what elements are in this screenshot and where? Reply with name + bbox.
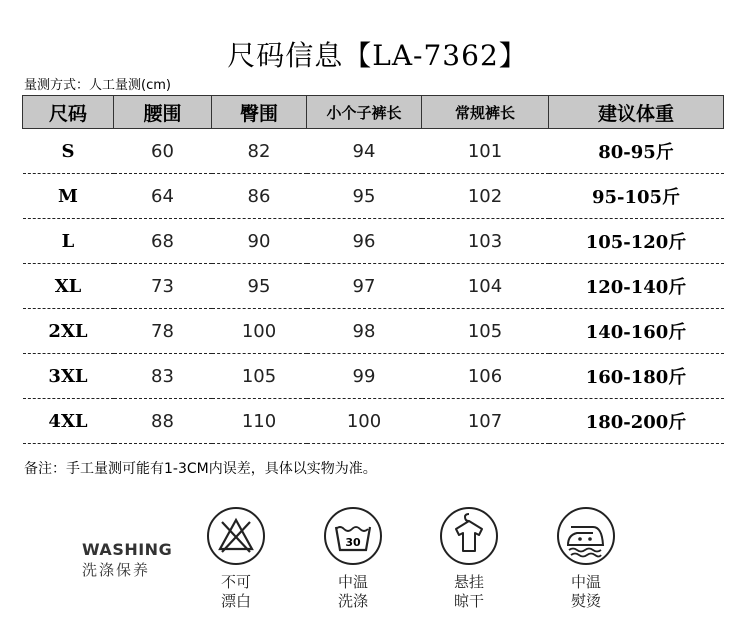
- table-row: [23, 354, 724, 399]
- care-label-2: 熨烫: [570, 592, 601, 610]
- note-text: 备注：手工量测可能有1-3CM内误差，具体以实物为准。: [24, 461, 377, 477]
- cell-size: S: [23, 129, 114, 174]
- cell-petite-length: 97: [307, 264, 422, 309]
- table-row: [23, 129, 724, 174]
- care-label-1: 中温: [570, 573, 601, 591]
- cell-petite-length: 96: [307, 219, 422, 264]
- washing-title-cn: 洗涤保养: [82, 561, 151, 579]
- care-item-iron: [551, 505, 621, 611]
- cell-regular-length: 104: [422, 264, 549, 309]
- cell-size: L: [23, 219, 114, 264]
- cell-waist: 73: [114, 264, 212, 309]
- header-size: 尺码: [23, 96, 114, 129]
- cell-hip: 100: [212, 309, 307, 354]
- cell-waist: 68: [114, 219, 212, 264]
- care-item-no-bleach: [201, 505, 271, 611]
- cell-size: M: [23, 174, 114, 219]
- cell-petite-length: 95: [307, 174, 422, 219]
- cell-hip: 110: [212, 399, 307, 444]
- cell-weight: 140-160斤: [549, 309, 724, 354]
- cell-weight: 95-105斤: [549, 174, 724, 219]
- table-row: [23, 399, 724, 444]
- wash-temperature: 30: [345, 536, 361, 549]
- cell-regular-length: 106: [422, 354, 549, 399]
- header-hip: 臀围: [212, 96, 307, 129]
- cell-petite-length: 98: [307, 309, 422, 354]
- cell-waist: 78: [114, 309, 212, 354]
- care-item-hang-dry: [434, 505, 504, 611]
- cell-weight: 180-200斤: [549, 399, 724, 444]
- table-row: [23, 264, 724, 309]
- page-title: 尺码信息【LA-7362】: [227, 39, 528, 72]
- header-waist: 腰围: [114, 96, 212, 129]
- care-label-1: 悬挂: [453, 573, 484, 591]
- iron-medium-icon: [555, 505, 617, 567]
- care-label-2: 洗涤: [337, 592, 368, 610]
- cell-regular-length: 101: [422, 129, 549, 174]
- size-table: [22, 95, 724, 444]
- cell-waist: 64: [114, 174, 212, 219]
- washing-title-en: WASHING: [82, 540, 173, 559]
- cell-weight: 160-180斤: [549, 354, 724, 399]
- cell-waist: 88: [114, 399, 212, 444]
- cell-size: 2XL: [23, 309, 114, 354]
- table-row: [23, 219, 724, 264]
- cell-weight: 120-140斤: [549, 264, 724, 309]
- cell-size: 3XL: [23, 354, 114, 399]
- table-row: [23, 174, 724, 219]
- header-regular-length: 常规裤长: [422, 96, 549, 129]
- cell-hip: 82: [212, 129, 307, 174]
- wash-30-icon: [322, 505, 384, 567]
- cell-size: 4XL: [23, 399, 114, 444]
- cell-waist: 83: [114, 354, 212, 399]
- cell-petite-length: 94: [307, 129, 422, 174]
- cell-regular-length: 103: [422, 219, 549, 264]
- care-label-2: 漂白: [220, 592, 251, 610]
- cell-waist: 60: [114, 129, 212, 174]
- table-row: [23, 309, 724, 354]
- header-petite-length: 小个子裤长: [307, 96, 422, 129]
- care-label-1: 中温: [337, 573, 368, 591]
- washing-heading: [82, 540, 172, 580]
- care-item-wash: [318, 505, 388, 611]
- cell-hip: 90: [212, 219, 307, 264]
- cell-weight: 105-120斤: [549, 219, 724, 264]
- cell-hip: 95: [212, 264, 307, 309]
- table-header-row: [23, 96, 724, 129]
- cell-petite-length: 99: [307, 354, 422, 399]
- cell-hip: 105: [212, 354, 307, 399]
- cell-hip: 86: [212, 174, 307, 219]
- no-bleach-icon: [205, 505, 267, 567]
- care-label-2: 晾干: [453, 592, 484, 610]
- cell-petite-length: 100: [307, 399, 422, 444]
- hang-dry-icon: [438, 505, 500, 567]
- header-weight: 建议体重: [549, 96, 724, 129]
- cell-size: XL: [23, 264, 114, 309]
- cell-regular-length: 102: [422, 174, 549, 219]
- measurement-method: 量测方式：人工量测(cm): [24, 78, 171, 93]
- cell-weight: 80-95斤: [549, 129, 724, 174]
- cell-regular-length: 105: [422, 309, 549, 354]
- care-label-1: 不可: [220, 573, 251, 591]
- cell-regular-length: 107: [422, 399, 549, 444]
